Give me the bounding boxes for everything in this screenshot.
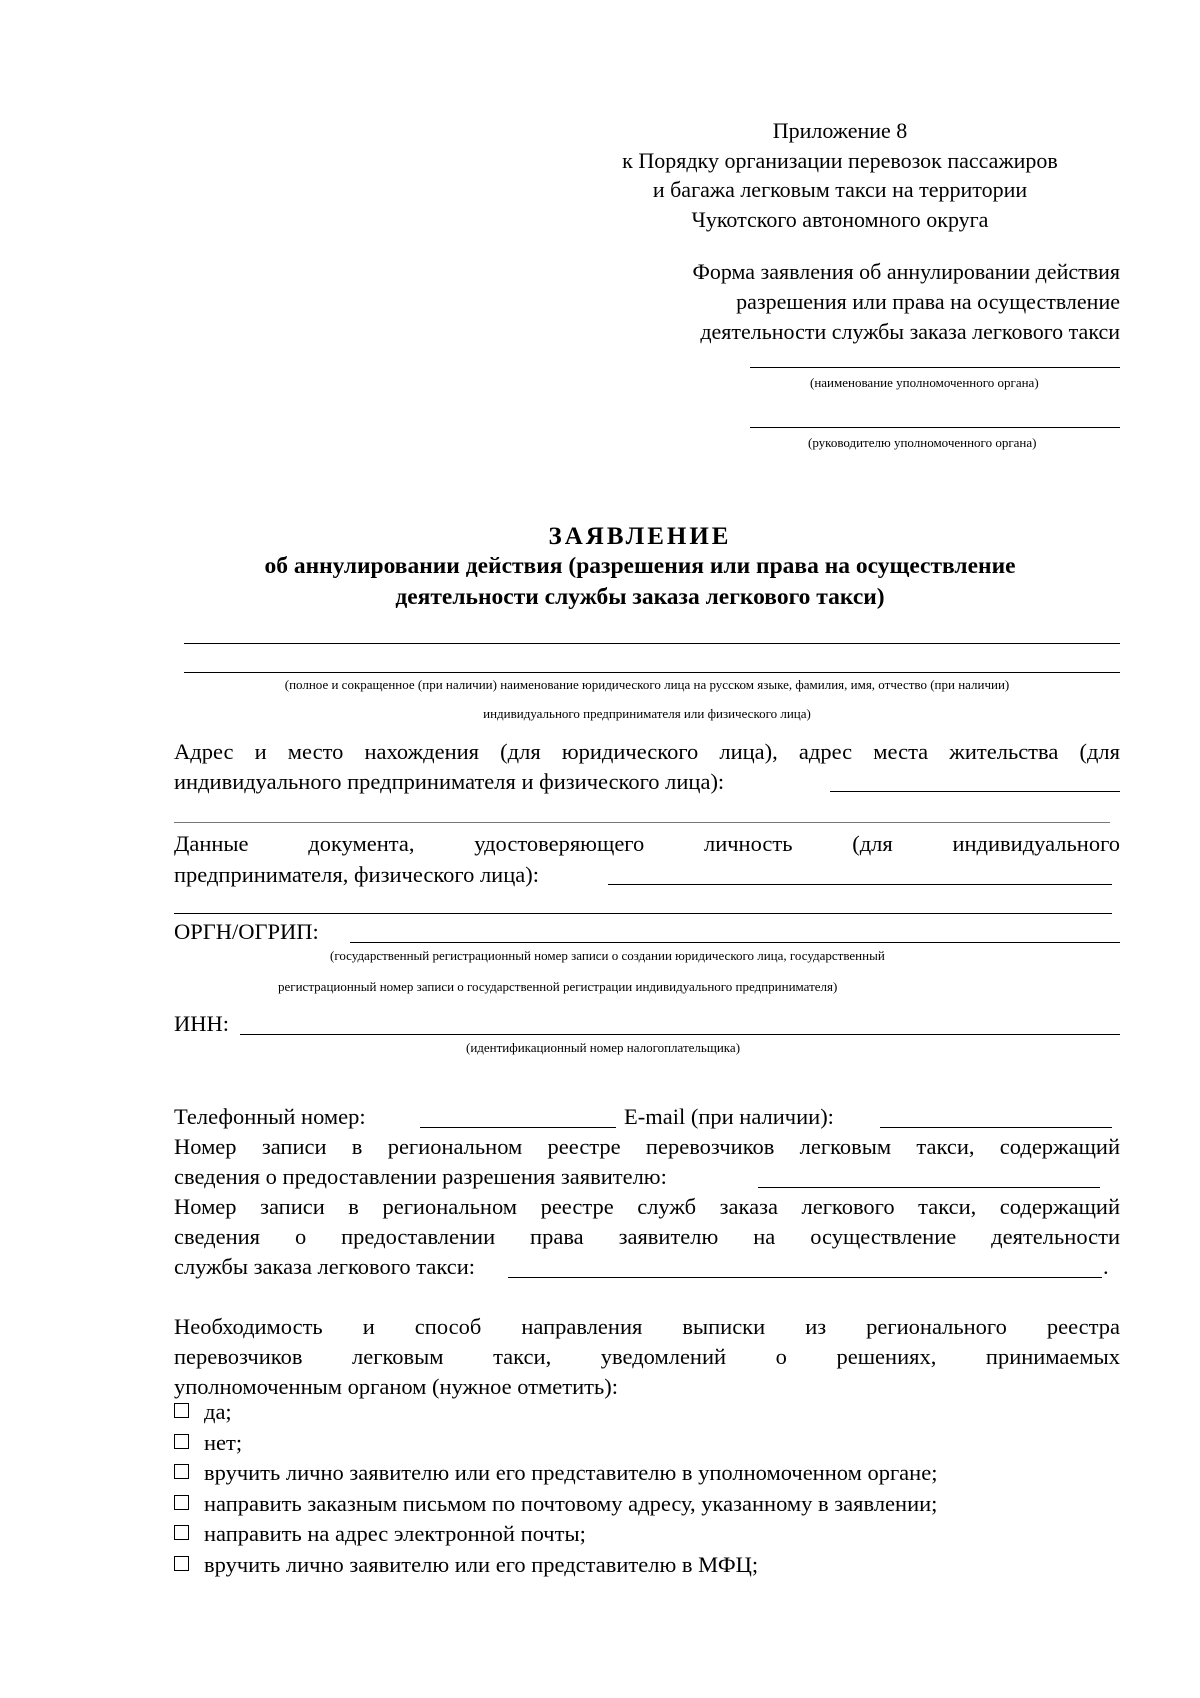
- ogrn-label: ОРГН/ОГРИП:: [174, 919, 319, 944]
- form-title: [560, 257, 1120, 347]
- option-no[interactable]: [174, 1428, 937, 1459]
- inn-caption: (идентификационный номер налогоплательщика): [466, 1040, 741, 1055]
- form-title-line-2: разрешения или права на осуществление: [736, 289, 1120, 314]
- notification-line-3: уполномоченным органом (нужное отметить):: [174, 1374, 618, 1399]
- carriers-registry-field[interactable]: [758, 1187, 1100, 1188]
- address-label-line-1: Адрес и место нахождения (для юридического лица), адрес места жительства (для: [174, 739, 1120, 764]
- checkbox-icon[interactable]: [174, 1464, 189, 1479]
- inn-field[interactable]: [240, 1034, 1120, 1035]
- ogrn-caption-1: (государственный регистрационный номер записи о создании юридического лица, государственный: [330, 948, 885, 963]
- phone-label: Телефонный номер:: [174, 1104, 366, 1129]
- form-title-line-3: деятельности службы заказа легкового такси: [700, 319, 1120, 344]
- identity-doc-field[interactable]: [608, 884, 1112, 885]
- identity-doc-label-line-1: Данные документа, удостоверяющего личность (для индивидуального: [174, 831, 1120, 856]
- option-yes[interactable]: [174, 1397, 937, 1428]
- ogrn-field[interactable]: [350, 942, 1120, 943]
- ogrn-caption-2: регистрационный номер записи о государственной регистрации индивидуального предпринимателя): [278, 979, 838, 994]
- email-field[interactable]: [880, 1127, 1112, 1128]
- checkbox-icon[interactable]: [174, 1556, 189, 1571]
- address-field[interactable]: [830, 791, 1120, 792]
- document-title: ЗАЯВЛЕНИЕ: [548, 523, 732, 550]
- appendix-header: [560, 116, 1120, 234]
- address-label-text: индивидуального предпринимателя и физического лица):: [174, 769, 725, 794]
- option-label: направить на адрес электронной почты;: [204, 1521, 586, 1546]
- authority-name-caption: (наименование уполномоченного органа): [810, 375, 1039, 390]
- appendix-line-3: и багажа легковым такси на территории: [652, 177, 1028, 202]
- appendix-line-2: к Порядку организации перевозок пассажиров: [622, 147, 1058, 173]
- document-subtitle-line-2: деятельности службы заказа легкового такси): [395, 584, 885, 610]
- option-hand-at-authority[interactable]: [174, 1458, 937, 1489]
- authority-head-caption: (руководителю уполномоченного органа): [808, 435, 1037, 450]
- carriers-registry-line-2: сведения о предоставлении разрешения заявителю:: [174, 1164, 667, 1189]
- document-subtitle-line-1: об аннулировании действия (разрешения или права на осуществление: [264, 553, 1016, 579]
- notification-line-2: перевозчиков легковым такси, уведомлений о решениях, принимаемых: [174, 1344, 1120, 1369]
- services-registry-line-1: Номер записи в региональном реестре служб заказа легкового такси, содержащий: [174, 1194, 1120, 1219]
- applicant-name-field-1[interactable]: [184, 643, 1120, 644]
- form-title-line-1: Форма заявления об аннулировании действия: [692, 259, 1120, 284]
- checkbox-icon[interactable]: [174, 1403, 189, 1418]
- identity-doc-label-text: предпринимателя, физического лица):: [174, 862, 539, 887]
- checkbox-icon[interactable]: [174, 1525, 189, 1540]
- identity-doc-label-line-2: [174, 860, 1120, 890]
- notification-options: [174, 1397, 937, 1580]
- phone-field[interactable]: [420, 1127, 616, 1128]
- services-registry-period: .: [1103, 1254, 1109, 1279]
- option-label: нет;: [204, 1429, 243, 1455]
- address-label-line-2: [174, 767, 1120, 797]
- applicant-name-field-2[interactable]: [184, 672, 1120, 673]
- document-subtitle: [150, 551, 1130, 613]
- checkbox-icon[interactable]: [174, 1495, 189, 1510]
- option-email[interactable]: [174, 1519, 937, 1550]
- option-label: вручить лично заявителю или его представителю в уполномоченном органе;: [204, 1460, 938, 1485]
- option-label: да;: [204, 1399, 232, 1424]
- inn-label: ИНН:: [174, 1011, 229, 1036]
- authority-head-field[interactable]: [750, 427, 1120, 428]
- appendix-line-1: Приложение 8: [772, 118, 908, 143]
- carriers-registry-line-1: Номер записи в региональном реестре перевозчиков легковым такси, содержащий: [174, 1134, 1120, 1159]
- option-registered-mail[interactable]: [174, 1489, 937, 1520]
- notification-line-1: Необходимость и способ направления выписки из регионального реестра: [174, 1314, 1120, 1339]
- address-field-2[interactable]: [174, 822, 1110, 823]
- appendix-line-4: Чукотского автономного округа: [691, 206, 989, 232]
- authority-name-field[interactable]: [750, 367, 1120, 368]
- identity-doc-field-2[interactable]: [174, 913, 1112, 914]
- checkbox-icon[interactable]: [174, 1434, 189, 1449]
- option-hand-at-mfc[interactable]: [174, 1550, 937, 1581]
- option-label: направить заказным письмом по почтовому адресу, указанному в заявлении;: [204, 1490, 938, 1516]
- services-registry-field[interactable]: [508, 1277, 1102, 1278]
- option-label: вручить лично заявителю или его представителю в МФЦ;: [204, 1551, 759, 1577]
- services-registry-line-3: службы заказа легкового такси:: [174, 1254, 476, 1279]
- applicant-name-caption-2: индивидуального предпринимателя или физического лица): [483, 706, 811, 721]
- email-label: E-mail (при наличии):: [624, 1104, 834, 1129]
- services-registry-line-2: сведения о предоставлении права заявителю на осуществление деятельности: [174, 1224, 1120, 1249]
- applicant-name-caption-1: (полное и сокращенное (при наличии) наименование юридического лица на русском языке, фамилия, имя, отчество (при наличии): [284, 677, 1010, 692]
